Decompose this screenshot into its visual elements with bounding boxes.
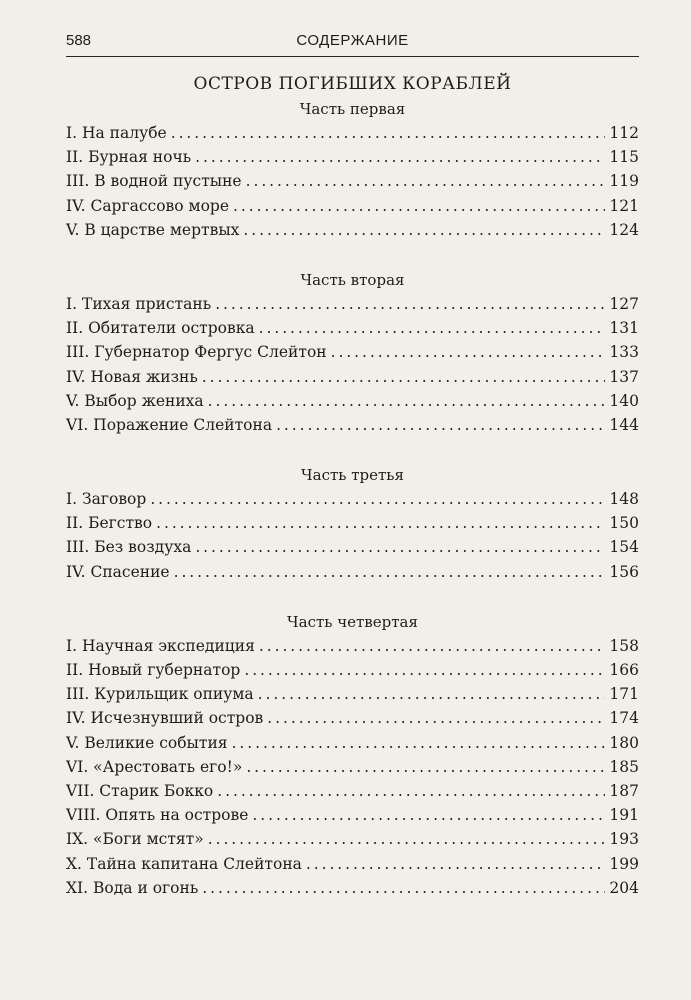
dot-leader xyxy=(276,413,605,437)
entry-page: 131 xyxy=(609,319,639,338)
entry-title: I. Научная экспедиция xyxy=(66,636,255,655)
toc-entry[interactable] xyxy=(66,169,639,193)
entry-page: 199 xyxy=(609,854,639,873)
entry-title: II. Бегство xyxy=(66,514,153,533)
entry-page: 150 xyxy=(609,514,639,533)
dot-leader xyxy=(267,706,605,730)
entry-title: IV. Спасение xyxy=(66,562,170,581)
entry-page: 119 xyxy=(609,172,639,191)
dot-leader xyxy=(202,876,605,900)
entry-title: XI. Вода и огонь xyxy=(66,878,199,897)
entry-page: 124 xyxy=(609,220,639,239)
section-gap xyxy=(66,584,639,610)
toc-entry[interactable] xyxy=(66,731,639,755)
entry-page: 144 xyxy=(609,415,639,434)
dot-leader xyxy=(252,803,605,827)
entry-page: 148 xyxy=(609,490,639,509)
entry-page: 137 xyxy=(609,367,639,386)
running-head-title: СОДЕРЖАНИЕ xyxy=(296,32,409,49)
entry-title: IV. Новая жизнь xyxy=(66,367,198,386)
part-title: Часть вторая xyxy=(300,270,405,289)
toc-entry[interactable] xyxy=(66,706,639,730)
entry-page: 191 xyxy=(609,806,639,825)
entry-title: II. Бурная ночь xyxy=(66,148,192,167)
entry-title: VIII. Опять на острове xyxy=(66,806,249,825)
entry-page: 158 xyxy=(609,636,639,655)
section-gap xyxy=(66,242,639,268)
toc-entry[interactable] xyxy=(66,634,639,658)
dot-leader xyxy=(195,145,605,169)
entry-page: 180 xyxy=(609,733,639,752)
entry-page: 171 xyxy=(609,685,639,704)
dot-leader xyxy=(259,316,606,340)
toc-entry[interactable] xyxy=(66,511,639,535)
part-title: Часть первая xyxy=(299,100,406,118)
toc-entry[interactable] xyxy=(66,876,639,900)
entry-page: 112 xyxy=(609,124,639,142)
toc-entry[interactable] xyxy=(66,194,639,218)
toc-entry[interactable] xyxy=(66,682,639,706)
dot-leader xyxy=(202,365,606,389)
toc-entry[interactable] xyxy=(66,535,639,559)
entry-page: 115 xyxy=(609,148,639,167)
dot-leader xyxy=(208,389,606,413)
dot-leader xyxy=(244,658,605,682)
toc-entry[interactable] xyxy=(66,803,639,827)
toc-entry[interactable] xyxy=(66,389,639,413)
toc-entry[interactable] xyxy=(66,365,639,389)
toc-entry[interactable] xyxy=(66,145,639,169)
entry-title: V. Выбор жениха xyxy=(66,391,204,410)
dot-leader xyxy=(150,487,605,511)
dot-leader xyxy=(259,634,606,658)
entry-title: V. Великие события xyxy=(66,733,228,752)
entry-title: III. Без воздуха xyxy=(66,538,192,557)
table-of-contents xyxy=(66,56,639,900)
entry-title: III. Губернатор Фергус Слейтон xyxy=(66,343,327,362)
entry-title: VII. Старик Бокко xyxy=(66,781,214,800)
toc-entry[interactable] xyxy=(66,316,639,340)
running-head xyxy=(66,26,639,57)
entry-page: 127 xyxy=(609,294,639,313)
entry-title: III. В водной пустыне xyxy=(66,172,242,191)
entry-title: I. На палубе xyxy=(66,124,167,142)
dot-leader xyxy=(217,779,605,803)
dot-leader xyxy=(195,535,605,559)
entry-page: 166 xyxy=(609,661,639,679)
entry-page: 187 xyxy=(609,781,639,800)
entry-title: IV. Исчезнувший остров xyxy=(66,709,264,728)
toc-entry[interactable] xyxy=(66,827,639,851)
entry-page: 193 xyxy=(609,830,639,849)
entry-title: X. Тайна капитана Слейтона xyxy=(66,854,302,873)
entry-page: 133 xyxy=(609,343,639,362)
dot-leader xyxy=(171,121,606,145)
toc-entry[interactable] xyxy=(66,755,639,779)
toc-entry[interactable] xyxy=(66,779,639,803)
entry-title: I. Заговор xyxy=(66,490,147,509)
dot-leader xyxy=(246,755,605,779)
dot-leader xyxy=(208,827,606,851)
entry-title: IV. Саргассово море xyxy=(66,196,230,215)
part-title: Часть четвертая xyxy=(287,612,418,631)
entry-title: III. Курильщик опиума xyxy=(66,685,254,704)
entry-title: II. Обитатели островка xyxy=(66,319,255,338)
page-number: 588 xyxy=(66,32,92,49)
dot-leader xyxy=(215,292,605,316)
dot-leader xyxy=(243,218,605,242)
entry-title: VI. «Арестовать его!» xyxy=(66,757,243,776)
dot-leader xyxy=(233,194,605,218)
entry-page: 140 xyxy=(609,391,639,410)
entry-page: 156 xyxy=(609,562,639,581)
entry-page: 154 xyxy=(609,538,639,557)
entry-page: 204 xyxy=(609,878,639,897)
dot-leader xyxy=(246,169,606,193)
toc-entry[interactable] xyxy=(66,487,639,511)
part-title: Часть третья xyxy=(301,466,404,485)
toc-entry[interactable] xyxy=(66,292,639,316)
dot-leader xyxy=(331,340,606,364)
dot-leader xyxy=(174,560,606,584)
entry-page: 185 xyxy=(609,757,639,776)
toc-entry[interactable] xyxy=(66,218,639,242)
section-gap xyxy=(66,437,639,463)
toc-entry[interactable] xyxy=(66,340,639,364)
entry-page: 174 xyxy=(609,709,639,728)
toc-entry[interactable] xyxy=(66,560,639,584)
entry-title: II. Новый губернатор xyxy=(66,661,241,679)
entry-page: 121 xyxy=(609,196,639,215)
dot-leader xyxy=(232,731,606,755)
dot-leader xyxy=(258,682,606,706)
entry-title: V. В царстве мертвых xyxy=(66,220,240,239)
dot-leader xyxy=(156,511,605,535)
entry-title: VI. Поражение Слейтона xyxy=(66,415,273,434)
toc-entry[interactable] xyxy=(66,658,639,682)
dot-leader xyxy=(306,852,606,876)
toc-entry[interactable] xyxy=(66,413,639,437)
entry-title: I. Тихая пристань xyxy=(66,294,212,313)
entry-title: IX. «Боги мстят» xyxy=(66,830,204,849)
toc-entry[interactable] xyxy=(66,121,639,145)
book-title: ОСТРОВ ПОГИБШИХ КОРАБЛЕЙ xyxy=(193,74,512,94)
toc-entry[interactable] xyxy=(66,852,639,876)
